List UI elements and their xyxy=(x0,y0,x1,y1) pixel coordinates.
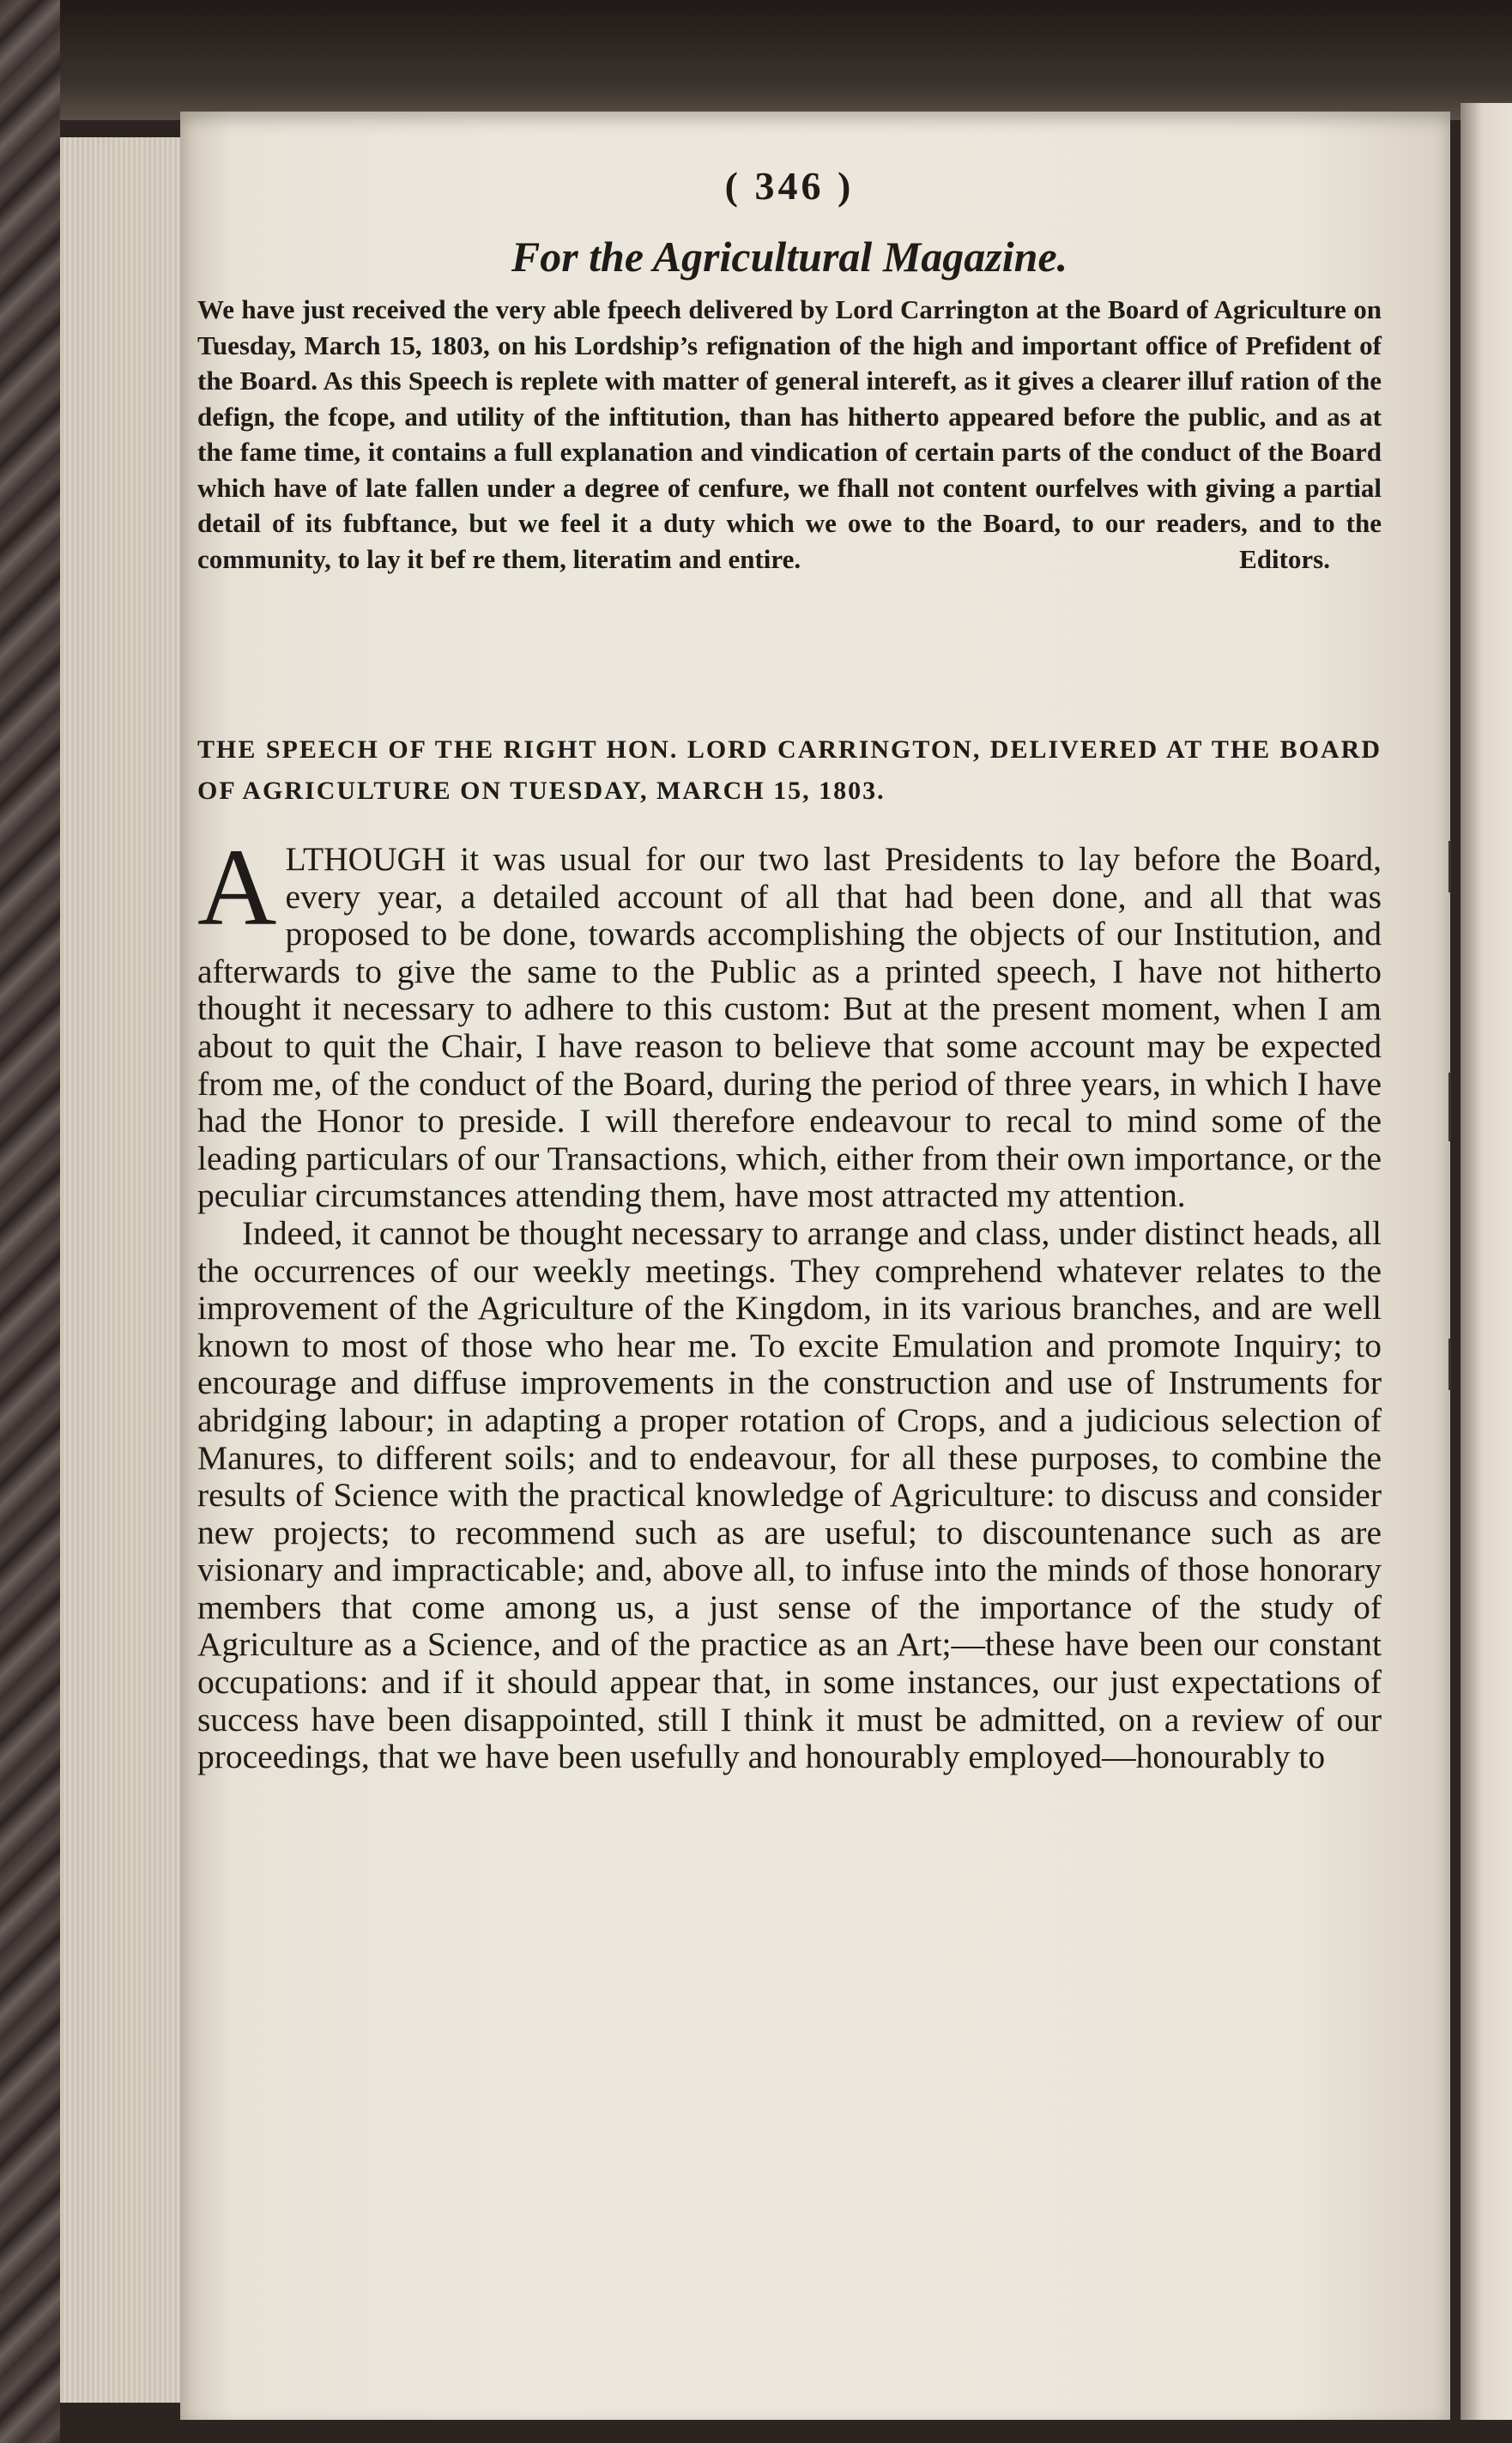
editors-signature: Editors. xyxy=(1239,544,1330,574)
editorial-intro xyxy=(197,292,1382,577)
facing-page-edge xyxy=(1461,103,1512,2420)
drop-cap: A xyxy=(197,826,277,948)
margin-mark xyxy=(1448,1073,1451,1141)
intro-text: We have just received the very able fpeech delivered by Lord Carrington at the Board of Agriculture on Tuesday, March 15, 1803, on his Lordship’s refignation of the high and important office of Prefident of the Board. As this Speech is replete with matter of general intereft, as it gives a clearer illuf ration of the defign, the fcope, and utility of the inftitution, than has hitherto appeared before the public, and as at the fame time, it contains a full explanation and vindication of certain parts of the conduct of the Board which have of late fallen under a degree of cenfure, we fhall not content ourfelves with giving a partial detail of its fubftance, but we feel it a duty which we owe to the Board, to our readers, and to the community, to lay it bef re them, literatim and entire. xyxy=(197,294,1382,574)
paragraph-1 xyxy=(197,826,1382,1215)
page-edges xyxy=(60,137,182,2403)
page-number: ( 346 ) xyxy=(724,164,855,208)
margin-mark xyxy=(1448,1339,1451,1390)
book-top-shadow xyxy=(0,0,1512,120)
section-heading: For the Agricultural Magazine. xyxy=(511,233,1068,281)
speech-body xyxy=(197,826,1382,1776)
marbled-binding xyxy=(0,0,60,2443)
speech-title: THE SPEECH OF THE RIGHT HON. LORD CARRINGTON, DELIVERED AT THE BOARD OF AGRICULTURE ON TUESDAY, MARCH 15, 1803. xyxy=(197,735,1382,805)
paragraph-1-text: LTHOUGH it was usual for our two last Presidents to lay before the Board, every year, a detailed account of all that had been done, and all that was proposed to be done, towards accomplishing the objects of our Institution, and afterwards to give the same to the Public as a printed speech, I have not hitherto thought it necessary to adhere to this custom: But at the present moment, when I am about to quit the Chair, I have reason to believe that some account may be expected from me, of the conduct of the Board, during the period of three years, in which I have had the Honor to preside. I will therefore endeavour to recal to mind some of the leading particulars of our Transactions, which, either from their own importance, or the peculiar circumstances attending them, have most attracted my attention. xyxy=(197,840,1382,1215)
margin-mark xyxy=(1448,841,1451,892)
paragraph-2: Indeed, it cannot be thought necessary to arrange and class, under distinct heads, all the occurrences of our weekly meetings. They comprehend whatever relates to the improvement of the Agriculture of the Kingdom, in its various branches, and are well known to most of those who hear me. To excite Emulation and promote Inquiry; to encourage and diffuse improvements in the construction and use of Instruments for abridging labour; in adapting a proper rotation of Crops, and a judicious selection of Manures, to different soils; and to endeavour, for all these purposes, to combine the results of Science with the practical knowledge of Agriculture: to discuss and consider new projects; to recommend such as are useful; to discountenance such as are visionary and impracticable; and, above all, to infuse into the minds of those honorary members that come among us, a just sense of the importance of the study of Agriculture as a Science, and of the practice as an Art;—these have been our constant occupations: and if it should appear that, in some instances, our just expectations of success have been disappointed, still I think it must be admitted, on a review of our proceedings, that we have been usefully and honourably employed—honourably to xyxy=(197,1213,1382,1776)
